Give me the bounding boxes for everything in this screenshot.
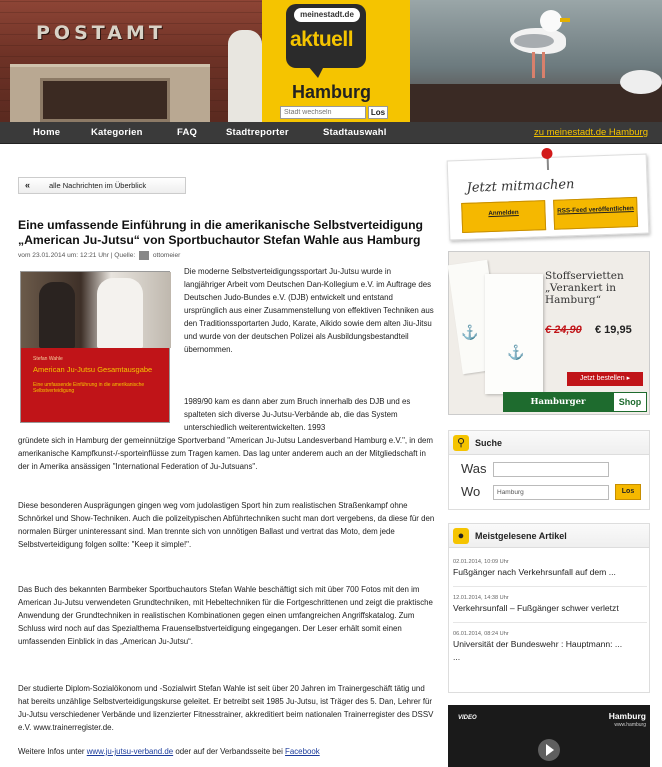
most-read-title: Meistgelesene Artikel <box>475 531 567 541</box>
city-change-input[interactable] <box>280 106 366 119</box>
search-widget-title: Suche <box>475 438 503 448</box>
nav-home[interactable]: Home <box>33 127 61 138</box>
video-channel-name: Hamburg <box>608 711 646 721</box>
book-cover-image <box>20 271 170 423</box>
pin-needle <box>547 158 549 170</box>
seagull-figure <box>510 8 570 70</box>
order-now-label: Jetzt bestellen <box>579 375 625 382</box>
divider <box>453 622 647 623</box>
city-change-button[interactable]: Los <box>368 106 388 119</box>
article-title: Eine umfassende Einführung in die amerikanische Selbstverteidigung „American Ju-Jutsu“ von Sportbuchautor Stefan Wahle aus Hamburg <box>18 218 423 247</box>
source-label: Quelle: <box>114 252 136 259</box>
list-item[interactable] <box>453 630 649 664</box>
article-date: vom 23.01.2014 um: 12:21 Uhr <box>18 252 109 259</box>
article-paragraph: Der studierte Diplom-Sozialökonom und -Sozialwirt Stefan Wahle ist seit über 20 Jahren im Trainergeschäft tätig und hat bereits unzählige Selbstverteidigungskurse geleitet. Er betreibt seit 1985 Ju-Jutsu, ist Träger des 5. Dan, Lehrer für Ju-Jutsu verschiedener Verbände und lizenzierter Fitnesstrainer, akkreditiert beim nationalen Trainerregister des DSSV e.V. www.trainerregister.de. <box>18 684 434 732</box>
mitmachen-card <box>447 154 650 241</box>
wo-input[interactable] <box>493 485 609 500</box>
seagull-leg <box>532 52 535 78</box>
list-item-title[interactable]: Verkehrsunfall – Fußgänger schwer verletzt <box>453 603 619 613</box>
facebook-link[interactable]: Facebook <box>285 747 320 756</box>
search-widget <box>448 430 650 510</box>
magnifier-icon: ⚲ <box>453 435 469 451</box>
meta-separator: | <box>110 252 115 259</box>
seagull-leg <box>542 52 545 78</box>
ad-headline: Stoffservietten „Verankert in Hamburg“ <box>545 270 624 306</box>
site-logo-area <box>262 0 410 122</box>
nav-stadtauswahl[interactable]: Stadtauswahl <box>323 127 387 138</box>
header-photo-postamt <box>0 0 262 122</box>
mitmachen-title: Jetzt mitmachen <box>466 177 575 196</box>
article-column <box>6 145 438 767</box>
was-input[interactable] <box>493 462 609 477</box>
divider <box>453 586 647 587</box>
was-label: Was <box>461 461 487 476</box>
video-channel-url: www.hamburg <box>614 722 646 728</box>
wo-label: Wo <box>461 484 481 499</box>
seagull-beak <box>560 18 570 22</box>
sidebar <box>446 145 656 767</box>
speech-bubble-icon: ● <box>453 528 469 544</box>
nav-city-link[interactable]: zu meinestadt.de Hamburg <box>533 127 648 138</box>
nav-kategorien[interactable]: Kategorien <box>91 127 143 138</box>
book-title: American Ju-Jutsu Gesamtausgabe <box>33 365 153 374</box>
source-avatar-icon <box>139 251 149 260</box>
list-item-date: 12.01.2014, 14:38 Uhr <box>453 595 509 601</box>
list-item-date: 06.01.2014, 08:24 Uhr <box>453 631 509 637</box>
article-footer-links <box>18 745 436 758</box>
play-icon[interactable] <box>538 739 560 761</box>
source-name[interactable]: ottomeier <box>152 252 181 259</box>
book-subtitle: Eine umfassende Einführung in die amerikanische Selbstverteidigung <box>33 382 145 394</box>
list-item-title[interactable]: Universität der Bundeswehr : Hauptmann: ... <box>453 639 623 649</box>
list-item[interactable] <box>453 558 649 579</box>
search-widget-header <box>449 431 649 455</box>
article-paragraph: Das Buch des bekannten Barmbeker Sportbuchautors Stefan Wahle beschäftigt sich mit über 700 Fotos mit den im American Ju-Jutsu verwendeten Grundtechniken, mit Hebeltechniken für die Fortgeschrittenen und zeigt die praktische Anwendung der Grundtechniken in realistischen Kombinationen gegen einen umfangreichen Angriffskatalog. Zum Schluss wird noch auf das Spezialthema Frauenselbstverteidigung eingegangen. Der Leser erhält somit einen umfassenden Einblick in das „American Ju-Jutsu“. <box>18 585 433 646</box>
logo-badge[interactable]: meinestadt.de <box>294 8 360 22</box>
video-player[interactable] <box>448 705 650 767</box>
city-name: Hamburg <box>292 82 372 102</box>
martial-artist-figure <box>97 278 143 348</box>
article-paragraph: Diese besonderen Ausprägungen gingen weg vom judolastigen Sport hin zum realistischen Straßenkampf ohne Schnörkel und Show-Techniken. Auch die polizeitypischen Abführtechniken sucht man dort vergebens, da diese für den normalen Bürger uninteressant sind. Man trennte sich von unnötigen Ballast und vertrat das Moto, dem jede Selbstverteidigung folgen sollte: "Keep it simple!". <box>18 501 435 549</box>
ad-new-price: € 19,95 <box>595 324 632 336</box>
list-item-title-cont: ... <box>453 652 461 662</box>
seagull-figure-2 <box>620 70 662 94</box>
postamt-sign: POSTAMT <box>36 22 166 44</box>
article-paragraph: 1989/90 kam es dann aber zum Bruch innerhalb des DJB und es spalteten sich diverse Ju-Jutsu-Verbände ab, die das System unterschiedlich weiterentwickelten. 1993 <box>184 397 411 432</box>
seagull-head <box>540 10 562 32</box>
search-submit-button[interactable]: Los <box>615 484 641 500</box>
shop-button[interactable]: Shop <box>613 392 647 412</box>
martial-artist-figure <box>39 282 75 348</box>
pushpin-icon <box>541 148 552 159</box>
napkin-image <box>485 274 543 394</box>
article-meta <box>18 250 428 262</box>
footer-mid: oder auf der Verbandsseite bei <box>175 747 283 756</box>
register-button[interactable]: Anmelden <box>461 200 546 233</box>
person-figure <box>228 30 262 122</box>
chevron-right-icon: ▸ <box>626 375 631 382</box>
most-read-header <box>449 524 649 548</box>
ad-old-price: € 24,90 <box>545 324 582 336</box>
order-now-button[interactable] <box>567 372 643 386</box>
list-item[interactable] <box>453 594 649 615</box>
article-paragraph: Die moderne Selbstverteidigungssportart Ju-Jutsu wurde in langjähriger Arbeit vom Deutschen Dan-Kollegium e.V. im Auftrage des Deutschen Judo-Bundes e.V. (DJB) entwickelt und entstand ursprünglich aus einer Zusammenstellung von effektiven Techniken aus den Traditionssportarten Judo, Karate, Aikido sowie dem alten Jiu-Jitsu und wurde von der deutschen Polizei als Ausbildungsbestandteil übernommen. <box>184 267 434 354</box>
article-paragraph: gründete sich in Hamburg der gemeinnützige Sportverband "American Ju-Jutsu Landesverband Hamburg e.V.", in dem amerikanische Kampfkunst-/-sporteinflüsse zum Tragen kamen. Das lag unter anderem auch an der Mitgliedschaft in der in Amerika ansässigen "International Federation of Ju-Jutsuans". <box>18 436 433 471</box>
back-link-label: alle Nachrichten im Überblick <box>49 181 147 190</box>
main-navigation <box>0 122 662 144</box>
napkin-ad-banner[interactable] <box>448 251 650 427</box>
abendblatt-logo: Hamburger Abendblatt <box>503 392 613 412</box>
anchor-icon: ⚓ <box>461 324 479 340</box>
verband-website-link[interactable]: www.ju-jutsu-verband.de <box>86 747 174 756</box>
list-item-title[interactable]: Fußgänger nach Verkehrsunfall auf dem ... <box>453 567 616 577</box>
nav-faq[interactable]: FAQ <box>177 127 198 138</box>
book-author: Stefan Wahle <box>33 356 63 362</box>
footer-prefix: Weitere Infos unter <box>18 747 85 756</box>
double-left-arrow-icon: « <box>25 180 31 190</box>
list-item-date: 02.01.2014, 10:09 Uhr <box>453 559 509 565</box>
site-header <box>0 0 662 122</box>
back-to-overview-button[interactable] <box>18 177 186 194</box>
logo-text[interactable]: aktuell <box>290 28 354 51</box>
header-photo-seagull <box>410 0 662 122</box>
nav-stadtreporter[interactable]: Stadtreporter <box>226 127 289 138</box>
building-door <box>40 78 170 122</box>
anchor-icon: ⚓ <box>507 344 525 360</box>
most-read-widget <box>448 523 650 693</box>
rss-publish-button[interactable]: RSS-Feed veröffentlichen <box>553 197 638 230</box>
seagull-wing <box>514 34 554 48</box>
video-logo: VIDEO <box>458 715 477 721</box>
